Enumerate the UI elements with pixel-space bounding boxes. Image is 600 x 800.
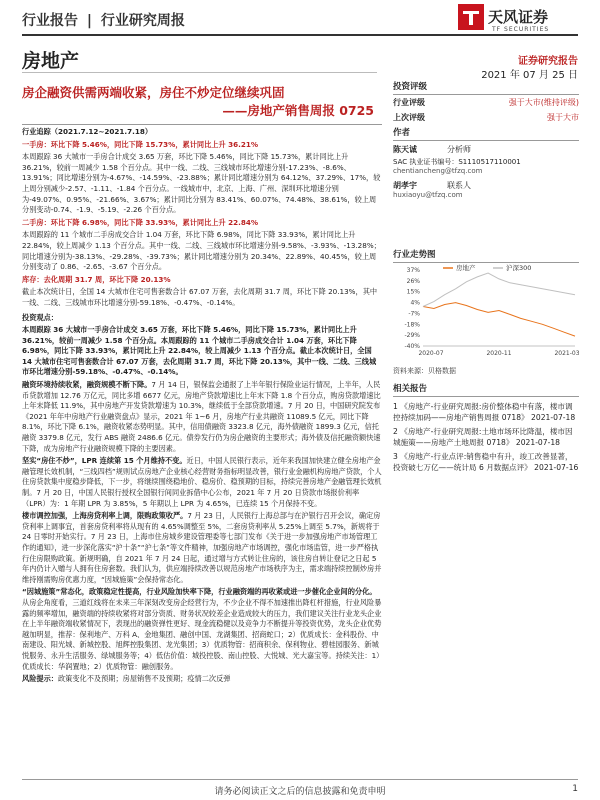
chart-source: 资料来源：贝格数据 xyxy=(393,367,456,375)
related-item[interactable]: 3 《房地产-行业点评:销售稳中有升，竣工改善显著，投资破七万亿——统计局 6 月数据点评》 2021-07-16 xyxy=(393,452,579,472)
author1-email[interactable]: chentiancheng@tfzq.com xyxy=(393,167,483,175)
view-p1: 本周跟踪 36 大城市一手房合计成交 3.65 万套，环比下降 5.46%，同比下降 15.73%，累计同比上升 36.21%，较前一周减少 1.58 个百分点。本周跟踪的 11 个城市二手房成交合计 1.04 万套，环比下降 6.98%，同比下降 33.93%，累计同比上升 22.84%，较上周减少 1.13 个百分点。截止本次统计日，全国 14 大城市住宅可售套数合计 67.07 万套，去化周期 31.7 周，环比下降 20.13%，其中一线、二线、三线城市环比增速分别-59.18%、-0.47%、-0.14%。 xyxy=(22,325,377,377)
report-date: 2021 年 07 月 25 日 xyxy=(481,70,578,81)
report-type: 证券研究报告 xyxy=(518,56,578,67)
view-p2 xyxy=(22,380,382,454)
series-line-0 xyxy=(423,303,575,337)
prev-rating-value: 强于大市 xyxy=(547,113,579,122)
tracking-head: 行业追踪（2021.7.12~2021.7.18） xyxy=(22,124,382,138)
x-tick-label: 2020-07 xyxy=(418,350,444,357)
y-tick-label: -7% xyxy=(408,310,420,318)
author-box xyxy=(393,126,579,199)
nav-industry-report[interactable]: 行业报告 xyxy=(22,13,78,29)
chart-head-box xyxy=(393,248,579,263)
header-nav xyxy=(22,10,185,30)
risk-text: 政策变化不及预期；房屋销售不及预期；疫情二次反弹 xyxy=(57,674,231,684)
industry-rating-value: 强于大市(维持评级) xyxy=(508,98,579,107)
prev-rating-row xyxy=(393,110,579,125)
chart-head: 行业走势图 xyxy=(393,248,579,263)
x-tick-label: 2020-11 xyxy=(486,350,512,357)
x-tick-label: 2021-03 xyxy=(554,350,579,357)
related-box xyxy=(393,382,579,473)
industry-rating-label: 行业评级 xyxy=(393,98,425,107)
page-number: 1 xyxy=(572,784,578,794)
author2-name: 胡孝宇 xyxy=(393,181,417,190)
author1-name: 陈天诚 xyxy=(393,145,417,154)
related-item[interactable]: 1 《房地产-行业研究周报:房价整体稳中有落，楼市调控持续加码——房地产销售周报 0718》 2021-07-18 xyxy=(393,402,576,422)
view-p3 xyxy=(22,456,382,509)
author2-role: 联系人 xyxy=(447,181,471,190)
y-tick-label: 4% xyxy=(410,299,420,307)
view-p5-text: 从房企角度看，三道红线将在未来三年深刻改变房企经营行为，不少企业不得不加速推出降杠杆措施，行业风险暴露的频率增加，融资端的持续收紧将对部分资质、财务状况较差企业造成较大的压力，我们建议关注行业龙头企业在上半年融资端收紧情况下，表现出的融资弹性更好、现金流稳健以及竞争力不断提升等投资优势，龙头企业优势越加明显，推荐：保利地产、万科 A、金地集团、融创中国、龙湖集团、招商蛇口；2）优质成长：金科股份、中南建设、阳光城、新城控股、旭辉控股集团、龙光集团；3）优质物管：招商积余、保利物业、碧桂园服务、新城悦服务、永升生活服务、绿城服务等；4）低估价值：城投控股、南山控股、大悦城、光大嘉宝等。持续关注：1）优质成长：华润置地；2）优质物管：融创服务。 xyxy=(22,597,382,671)
author1-cert: SAC 执业证书编号：S1110517110001 xyxy=(393,158,521,166)
y-tick-label: -18% xyxy=(404,321,420,329)
view-p5 xyxy=(22,587,382,672)
y-tick-label: -29% xyxy=(404,332,420,340)
related-head: 相关报告 xyxy=(393,382,579,397)
p3-text: 截止本次统计日，全国 14 大城市住宅可售套数合计 67.07 万套，去化周期 31.7 周，环比下降 20.13%，其中一线、二线、三线城市环比增速分别-59.18%、-0.47%、-0.14%。 xyxy=(22,287,378,307)
report-title: 房企融资供需两端收紧，房住不炒定位继续巩固 xyxy=(22,85,285,100)
section-title: 房地产 xyxy=(22,50,80,72)
author-head: 作者 xyxy=(393,126,579,141)
report-subtitle: ——房地产销售周报 0725 xyxy=(222,103,374,118)
tf-logo-icon xyxy=(458,4,484,30)
footer-disclaimer: 请务必阅读正文之后的信息披露和免责申明 xyxy=(214,787,386,797)
view-p3-text: 近日，中国人民银行表示，近年来我国加快建立健全房地产金融管理长效机制，“三线四档”规则试点房地产企业核心经营财务指标明显改善，银行业金融机构房地产贷款，个人住房贷款集中度稳步降低，下一步，将继续围绕稳地价、稳房价、稳预期的目标，持续完善房地产金融管理长效机制。7 月 20 日，中国人民银行授权全国银行间同业拆借中心公布，2021 年 7 月 20 日贷款市场报价利率（LPR）为：1 年期 LPR 为 3.85%，5 年期以上 LPR 为 4.65%，已连续 15 个月保持不变。 xyxy=(22,456,382,508)
y-tick-label: 15% xyxy=(406,288,420,296)
nav-industry-weekly[interactable]: 行业研究周报 xyxy=(100,13,185,29)
footer-divider xyxy=(22,779,578,780)
view-p4 xyxy=(22,511,382,585)
p2-text: 本周跟踪的 11 个城市二手房成交合计 1.04 万套，环比下降 6.98%，同比下降 33.93%，累计同比上升 22.84%，较上周减少 1.13 个百分点。其中一线、二线、三线城市环比增速分别-9.58%、-3.93%、-13.28%；同比增速分别为-38.13%、-29.28%、-39.73%；累计同比增速分别为 20.34%、22.89%、40.45%，较上周分别变动了 0.86、-2.65、-3.67 个百分点。 xyxy=(22,230,381,272)
main-content xyxy=(22,124,382,687)
view-p5-head: “因城施策”常态化，政策稳定性提高，行业风险加快率下降，行业融资端的再收紧或进一步催化企业间的分化。 xyxy=(22,587,377,597)
view-p3-head: 坚实“房住不炒”，LPR 连续第 15 个月维持不变。 xyxy=(22,456,187,466)
nav-sep: | xyxy=(86,13,92,29)
trend-chart-svg xyxy=(393,262,579,362)
industry-rating-row xyxy=(393,95,579,110)
p1-text: 本周跟踪 36 大城市一手房合计成交 3.65 万套，环比下降 5.46%，同比下降 15.73%，累计同比上升 36.21%，较前一周减少 1.58 个百分点。其中一线、二线、三线城市环比增速分别-17.23%、-8.6%、13.91%；同比增速分别为-4.67%、-14.59%、-23.88%；累计同比增速分别为 64.12%、37.29%、17%，较上周分别减少-2.57、-1.11、-1.84 个百分点。一线城市中，北京、上海、广州、深圳环比增速分别为-49.07%、0.95%、-21.66%、3.67%；累计同比分别为 83.41%、60.07%、74.48%、38.61%，较上周分别变动-0.74、-1.9、-5.19、-2.26 个百分点。 xyxy=(22,152,381,215)
rating-box xyxy=(393,80,579,125)
view-head: 投资观点： xyxy=(22,312,58,322)
y-tick-label: 37% xyxy=(406,267,420,274)
risk-line xyxy=(22,674,382,685)
author1-role: 分析师 xyxy=(447,145,471,154)
section-divider xyxy=(22,72,377,73)
p1-head: 一手房：环比下降 5.46%，同比下降 15.73%，累计同比上升 36.21% xyxy=(22,139,259,149)
legend-label: 沪深300 xyxy=(506,264,532,272)
view-p2-head: 融资环境持续收紧，融资规模不断下降。 xyxy=(22,380,152,390)
author2-email[interactable]: huxiaoyu@tfzq.com xyxy=(393,191,463,199)
logo-text-en: TF SECURITIES xyxy=(492,26,550,33)
view-p2-text: 7 月 14 日，银保监会通报了上半年银行保险业运行情况，上半年，人民币贷款增加 12.76 万亿元，同比多增 6677 亿元，房地产贷款增速比上年末下降 1.8 个百分点，购房贷款增速比上年末降低 11.9%，其中房地产开发贷款增速为 10.3%，继续低于全部贷款增速。7 月 20 日，中国研究院发布《2021 年年中房地产行业融资盘点》显示，2021 年 1~6 月，房地产行业共融资 11089.5 亿元，同比下降 8.1%，环比下降 6.1%，融资收紧态势明显。其中，信用债融资 3323.8 亿元，海外债融资 1899.3 亿元，信托融资 3379.8 亿元，发行 ABS 融资 2486.6 亿元。债券发行仍为房企融资的主要形式；海外债及信托融资额快速下降，成为房地产行业融资规模下降的主要因素。 xyxy=(22,380,381,453)
legend-label: 房地产 xyxy=(456,264,476,272)
p2-head: 二手房：环比下降 6.98%，同比下降 33.93%，累计同比上升 22.84% xyxy=(22,217,259,227)
trend-chart xyxy=(393,262,579,362)
view-p4-head: 楼市调控加强，上海房贷利率上调，限购政策收严。 xyxy=(22,511,188,521)
y-tick-label: -40% xyxy=(404,343,420,350)
rating-head: 投资评级 xyxy=(393,80,579,95)
related-item[interactable]: 2 《房地产-行业研究周报:土地市场环比降温，楼市因城施策——房地产土地周报 0718》 2021-07-18 xyxy=(393,427,573,447)
prev-rating-label: 上次评级 xyxy=(393,113,425,122)
y-tick-label: 26% xyxy=(406,277,420,285)
risk-head: 风险提示： xyxy=(22,674,58,684)
view-p4-text: 7 月 23 日，人民银行上海总部与在沪银行召开会议，确定房贷利率上调事宜，首套房贷利率将从现有的 4.65%调整至 5%，二套房贷利率从 5.25%上调至 5.7%，新规将于 24 日零时开始实行。7 月 23 日，上海市住房城乡建设管理委等七部门发布《关于进一步加强房地产市场管理工作的通知》，进一步深化落实“沪十条”“沪七条”等文件精神，加强房地产市场调控，强化市场监管，进一步严格执行住房限购政策。新规明确，自 2021 年 7 月 24 日起，通过增与方式转让住房的，该住房自转让登记之日起 5 年内仍计入赠与人拥有住房套数。我们认为，供应端持续改善以规范房地产市场秩序为主，需求端持续控制炒房并维持刚需购房优惠力度，“因城施策”会保持常态化。 xyxy=(22,511,382,584)
logo-text-cn: 天风证券 xyxy=(488,8,549,26)
tf-logo xyxy=(458,4,580,36)
author1-row xyxy=(393,144,579,155)
author2-row xyxy=(393,180,579,191)
p3-head: 库存：去化周期 31.7 周，环比下降 20.13% xyxy=(22,274,171,284)
series-line-1 xyxy=(423,273,575,307)
